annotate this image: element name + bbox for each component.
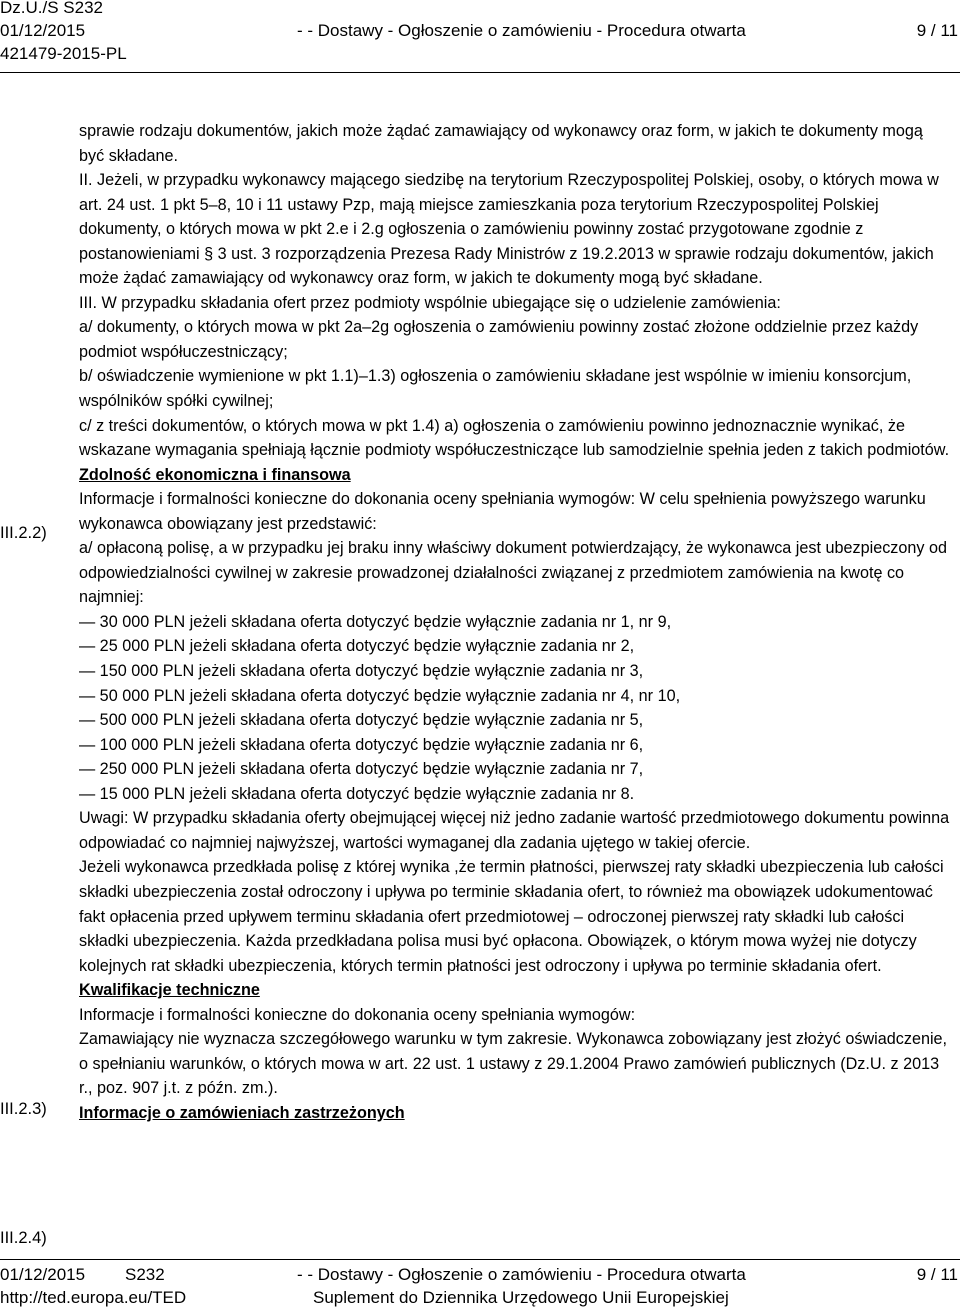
footer-date: 01/12/2015 <box>0 1265 86 1284</box>
list-item: — 250 000 PLN jeżeli składana oferta dotyczyć będzie wyłącznie zadania nr 7, <box>79 760 644 779</box>
list-item: — 25 000 PLN jeżeli składana oferta dotyczyć będzie wyłącznie zadania nr 2, <box>79 637 635 656</box>
list-item: — 100 000 PLN jeżeli składana oferta dotyczyć będzie wyłącznie zadania nr 6, <box>79 735 644 754</box>
section-label-economic: III.2.2) <box>0 524 47 542</box>
supplement-title: Suplement do Dziennika Urzędowego Unii Europejskiej <box>313 1288 729 1307</box>
paragraph: a/ dokumenty, o których mowa w pkt 2a–2g ogłoszenia o zamówieniu powinny zostać złożone oddzielnie przez każdy podmiot współuczestniczący; <box>79 318 919 361</box>
paragraph: Informacje i formalności konieczne do dokonania oceny spełniania wymogów: W celu spełnienia powyższego warunku wykonawca obowiązany jest przedstawić: <box>79 490 926 533</box>
header-page-number: 9 / 11 <box>916 21 958 40</box>
paragraph: Zamawiający nie wyznacza szczegółowego warunku w tym zakresie. Wykonawca zobowiązany jest złożyć oświadczenie, o spełnianiu warunków, o których mowa w art. 22 ust. 1 ustawy z 29.1.2004 Prawo zamówień publicznych (Dz.U. z 2013 r., poz. 907 j.t. z późn. zm.). <box>79 1030 948 1098</box>
list-item: — 50 000 PLN jeżeli składana oferta dotyczyć będzie wyłącznie zadania nr 4, nr 10, <box>79 686 681 705</box>
journal-reference: Dz.U./S S232 <box>0 0 103 17</box>
paragraph: a/ opłaconą polisę, a w przypadku jej braku inny właściwy dokument potwierdzający, że wykonawca jest ubezpieczony od odpowiedzialności cywilnej w zakresie prowadzonej działalności związanej z przedmiotem zamówienia na kwotę co najmniej: <box>79 539 947 607</box>
paragraph: II. Jeżeli, w przypadku wykonawcy mającego siedzibę na terytorium Rzeczypospolitej Polskiej, osoby, o których mowa w art. 24 ust. 1 pkt 5–8, 10 i 11 ustawy Pzp, mają miejsce zamieszkania poza terytorium Rzeczypospolitej Polskiej dokumenty, o których mowa w pkt 2.e i 2.g ogłoszenia o zamówieniu powinny zostać przygotowane zgodnie z postanowieniami § 3 ust. 3 rozporządzenia Prezesa Rady Ministrów z 19.2.2013 w sprawie rodzaju dokumentów, jakich może żądać zamawiający od wykonawcy oraz form, w jakich te dokumenty mogą być składane. <box>79 171 939 288</box>
footer-issue-code: S232 <box>125 1265 165 1284</box>
ted-link[interactable]: http://ted.europa.eu/TED <box>0 1288 187 1307</box>
paragraph: sprawie rodzaju dokumentów, jakich może żądać zamawiający od wykonawcy oraz form, w jakich te dokumenty mogą być składane. <box>79 122 923 165</box>
paragraph: c/ z treści dokumentów, o których mowa w pkt 1.4) a) ogłoszenia o zamówieniu powinno jednoznacznie wynikać, że wskazane wymagania spełniają łącznie podmioty współuczestniczące lub samodzielnie spełnia jeden z takich podmiotów. <box>79 416 950 460</box>
header-divider <box>0 72 960 73</box>
section-label-reserved: III.2.4) <box>0 1229 47 1247</box>
header-date: 01/12/2015 <box>0 21 86 40</box>
list-item: — 500 000 PLN jeżeli składana oferta dotyczyć będzie wyłącznie zadania nr 5, <box>79 711 644 730</box>
footer-title: - - Dostawy - Ogłoszenie o zamówieniu - Procedura otwarta <box>297 1265 746 1284</box>
notice-number: 421479-2015-PL <box>0 44 127 63</box>
section-label-technical: III.2.3) <box>0 1100 47 1118</box>
paragraph: Uwagi: W przypadku składania oferty obejmującej więcej niż jedno zadanie wartość przedmiotowego dokumentu powinna odpowiadać co najmniej najwyższej, wartości wymaganej dla zadania ujętego w takiej ofercie. <box>79 809 950 852</box>
header-title: - - Dostawy - Ogłoszenie o zamówieniu - Procedura otwarta <box>297 21 746 40</box>
footer-page-number: 9 / 11 <box>916 1265 958 1284</box>
list-item: — 30 000 PLN jeżeli składana oferta dotyczyć będzie wyłącznie zadania nr 1, nr 9, <box>79 612 672 631</box>
technical-qualifications-heading: Kwalifikacje techniczne <box>79 981 260 1000</box>
list-item: — 150 000 PLN jeżeli składana oferta dotyczyć będzie wyłącznie zadania nr 3, <box>79 662 644 681</box>
paragraph: Informacje i formalności konieczne do dokonania oceny spełniania wymogów: <box>79 1005 636 1024</box>
paragraph: III. W przypadku składania ofert przez podmioty wspólnie ubiegające się o udzielenie zamówienia: <box>79 293 781 312</box>
notice-content <box>79 119 951 1125</box>
reserved-contracts-heading: Informacje o zamówieniach zastrzeżonych <box>79 1103 405 1122</box>
economic-capacity-heading: Zdolność ekonomiczna i finansowa <box>79 465 351 484</box>
paragraph: Jeżeli wykonawca przedkłada polisę z której wynika ,że termin płatności, pierwszej raty składki ubezpieczenia lub całości składki ubezpieczenia został odroczony i upływa po terminie składania ofert, to również ma obowiązek udokumentować fakt opłacenia przed upływem terminu składania ofert przedmiotowej – odroczonej pierwszej raty składki lub całości składki ubezpieczenia. Każda przedkładana polisa musi być opłacona. Obowiązek, o którym mowa wyżej nie dotyczy kolejnych rat składki ubezpieczenia, których termin płatności jest odroczony i upływa po terminie składania ofert. <box>79 858 944 975</box>
paragraph: b/ oświadczenie wymienione w pkt 1.1)–1.3) ogłoszenia o zamówieniu składane jest wspólnie w imieniu konsorcjum, wspólników spółki cywilnej; <box>79 367 912 411</box>
list-item: — 15 000 PLN jeżeli składana oferta dotyczyć będzie wyłącznie zadania nr 8. <box>79 784 635 803</box>
footer-divider <box>0 1259 960 1260</box>
